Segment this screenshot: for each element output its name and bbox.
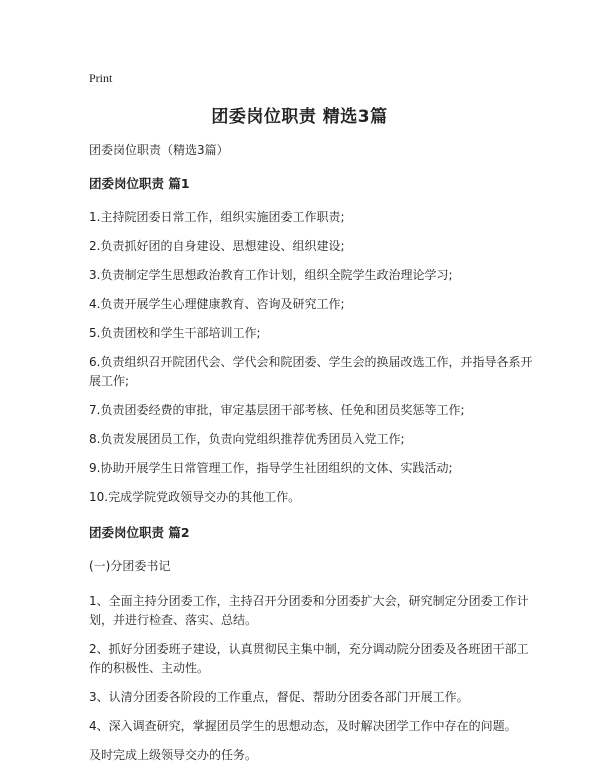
list-item: 2.负责抓好团的自身建设、思想建设、组织建设; xyxy=(89,239,345,253)
list-item: 5.负责团校和学生干部培训工作; xyxy=(89,326,261,340)
list-item: 4.负责开展学生心理健康教育、咨询及研究工作; xyxy=(89,297,345,311)
list-item: 1、全面主持分团委工作，主持召开分团委和分团委扩大会，研究制定分团委工作计划，并进行检查、落实、总结。 xyxy=(89,594,529,627)
section-subheading: (一)分团委书记 xyxy=(89,559,171,573)
list-item: 6.负责组织召开院团代会、学代会和院团委、学生会的换届改选工作，并指导各系开展工作; xyxy=(89,355,533,388)
list-item: 3、认清分团委各阶段的工作重点，督促、帮助分团委各部门开展工作。 xyxy=(89,690,469,704)
list-item: 4、深入调查研究，掌握团员学生的思想动态，及时解决团学工作中存在的问题。 xyxy=(89,719,517,733)
section-heading-2: 团委岗位职责 篇2 xyxy=(89,525,190,540)
list-item: 7.负责团委经费的审批，审定基层团干部考核、任免和团员奖惩等工作; xyxy=(89,403,465,417)
list-item: 2、抓好分团委班子建设，认真贯彻民主集中制，充分调动院分团委及各班团干部工作的积极性、主动性。 xyxy=(89,642,529,675)
list-item: 1.主持院团委日常工作，组织实施团委工作职责; xyxy=(89,210,345,224)
document-subtitle: 团委岗位职责（精选3篇） xyxy=(89,143,229,157)
section-heading-1: 团委岗位职责 篇1 xyxy=(89,176,190,191)
list-item: 8.负责发展团员工作，负责向党组织推荐优秀团员入党工作; xyxy=(89,432,405,446)
document-title: 团委岗位职责 精选3篇 xyxy=(211,107,388,127)
list-item: 10.完成学院党政领导交办的其他工作。 xyxy=(89,490,301,504)
list-item: 3.负责制定学生思想政治教育工作计划，组织全院学生政治理论学习; xyxy=(89,268,453,282)
list-item: 9.协助开展学生日常管理工作，指导学生社团组织的文体、实践活动; xyxy=(89,461,453,475)
list-item: 及时完成上级领导交办的任务。 xyxy=(89,748,258,762)
print-label: Print xyxy=(89,71,113,85)
